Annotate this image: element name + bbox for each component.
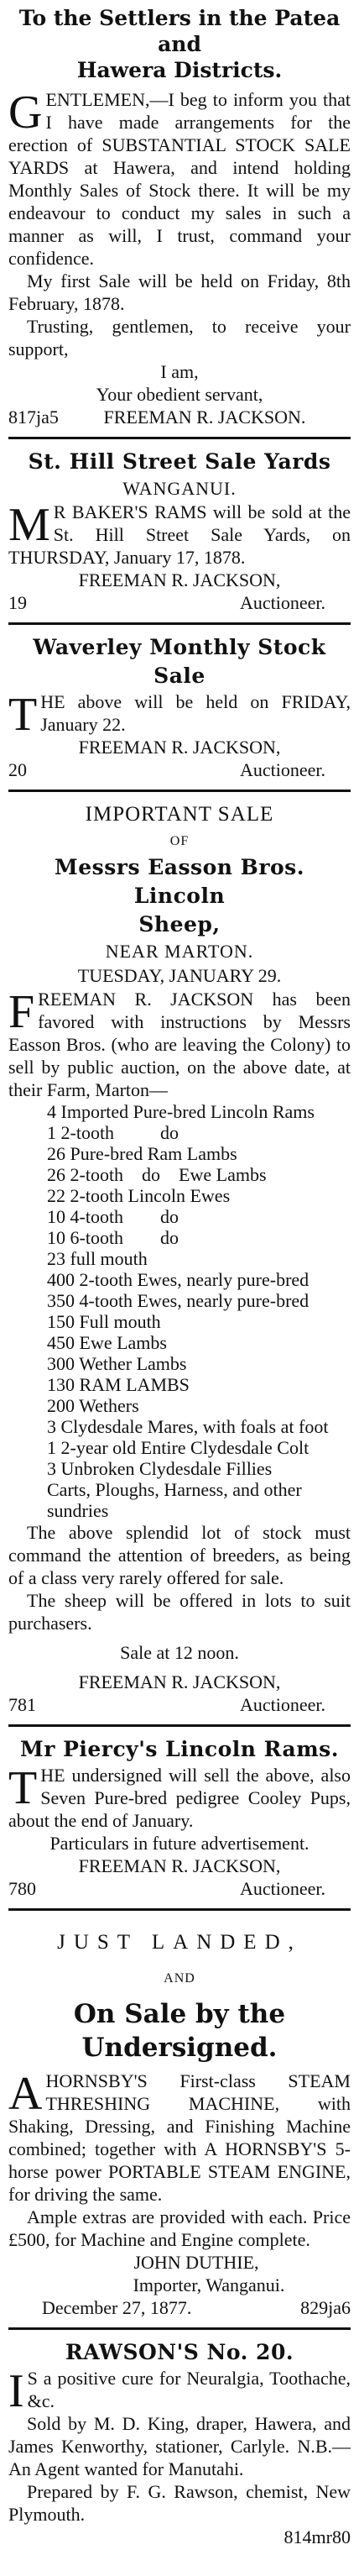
ad-st-hill-street-sale-yards [8,443,351,617]
list-item: Carts, Ploughs, Harness, and other sundries [47,1479,302,1521]
sale-time: Sale at 12 noon. [120,1642,239,1663]
list-item: 22 2-tooth Lincoln Ewes [47,1185,231,1206]
drop-cap: T [8,689,38,741]
ad-title: Waverley Monthly Stock Sale [33,635,326,688]
ad-body: HE above will be held on FRIDAY, January 22. [40,691,351,735]
ad-date: December 27, 1877. [42,2297,192,2318]
ad-title: Messrs Easson Bros. Lincoln [55,855,304,908]
ad-body: S a positive cure for Neuralgia, Toothache, &c. [27,2368,351,2411]
drop-cap: M [8,499,50,551]
ad-body: REEMAN R. JACKSON has been favored with instructions by Messrs Easson Bros. (who are leaving the Colony) to sell by public auction, on the above date, at their Farm, Marton— [8,989,351,1100]
divider [8,2327,351,2330]
auctioneer-label: Auctioneer. [239,1694,325,1715]
ad-body: My first Sale will be held on Friday, 8th February, 1878. [8,270,351,314]
ad-easson-bros-lincoln-sheep [8,795,351,1719]
ad-reference: 781 [8,1694,36,1715]
ad-headline: JUST LANDED, [57,1931,302,1954]
list-item: 1 2-tooth do [47,1122,180,1143]
ad-connector: AND [164,1971,195,1986]
sale-date: TUESDAY, JANUARY 29. [77,965,282,986]
ad-stock-sale-yards-hawera [8,0,351,432]
drop-cap: A [8,2068,43,2120]
drop-cap: T [8,1762,38,1814]
ad-body: R BAKER'S RAMS will be sold at the St. Hill Street Sale Yards, on THURSDAY, January 17, 1878. [8,501,351,568]
ad-title: Mr Piercy's Lincoln Rams. [20,1737,339,1761]
list-item: 300 Wether Lambs [47,1353,187,1374]
list-item: 450 Ewe Lambs [47,1332,167,1353]
ad-hornsby-threshing-machine [8,1914,351,2322]
ad-body: HE undersigned will sell the above, also Seven Pure-bred pedigree Cooley Pups, about the end of January. [8,1765,351,1831]
ad-title: Hawera Districts. [76,58,283,82]
ad-body: The sheep will be offered in lots to suit purchasers. [8,1590,351,1634]
signature: FREEMAN R. JACKSON, [78,737,281,758]
signature: FREEMAN R. JACKSON, [78,1671,281,1692]
list-item: 200 Wethers [47,1395,139,1416]
list-item: 10 4-tooth do [47,1206,180,1227]
signature: FREEMAN R. JACKSON, [78,569,281,590]
divider [8,790,351,792]
divider [8,1908,351,1911]
ad-body: Trusting, gentlemen, to receive your support, [8,316,351,359]
ad-waverley-stock-sale [8,628,351,784]
list-item: 400 2-tooth Ewes, nearly pure-bred [47,1269,310,1290]
drop-cap: F [8,986,35,1038]
ad-rawsons-no-20 [8,2333,351,2552]
ad-piercy-lincoln-rams [8,1730,351,1903]
ad-title: Sheep, [138,912,221,936]
ad-reference: 829ja6 [300,2297,351,2318]
ad-body: Prepared by F. G. Rawson, chemist, New Plymouth. [8,2481,351,2525]
signature: FREEMAN R. JACKSON. [103,407,306,428]
ad-reference: 20 [8,759,27,780]
signature: JOHN DUTHIE, [133,2252,259,2273]
list-item: 26 2-tooth do Ewe Lambs [47,1164,267,1185]
list-item: 4 Imported Pure-bred Lincoln Rams [47,1101,315,1122]
closing: I am, [160,361,199,382]
list-item: 26 Pure-bred Ram Lambs [47,1143,237,1164]
list-item: 10 6-tooth do [47,1227,180,1248]
ad-title: RAWSON'S No. 20. [65,2340,294,2364]
ad-body: The above splendid lot of stock must command the attention of breeders, as being of a class very rarely offered for sale. [8,1522,351,1588]
ad-title: St. Hill Street Sale Yards [28,449,331,474]
divider [8,1724,351,1727]
divider [8,622,351,625]
drop-cap: G [8,87,43,139]
ad-reference: 814mr80 [284,2526,351,2547]
list-item: 1 2-year old Entire Clydesdale Colt [47,1437,310,1458]
ad-body: Sold by M. D. King, draper, Hawera, and James Kenworthy, stationer, Carlyle. N.B.—An Agent wanted for Manutahi. [8,2413,351,2479]
auctioneer-label: Auctioneer. [239,1878,325,1899]
divider [8,437,351,439]
ad-body: ENTLEMEN,—I beg to inform you that I have made arrangements for the erection of SUBSTANTIAL STOCK SALE YARDS at Hawera, and intend holding Monthly Sales of Stock there. It will be my endeavour to conduct my sales in such a manner as will, I trust, command your confidence. [8,89,351,269]
list-item: 150 Full mouth [47,1311,161,1332]
ad-reference: 817ja5 [8,407,59,428]
list-item: 350 4-tooth Ewes, nearly pure-bred [47,1290,310,1311]
list-item: 23 full mouth [47,1248,148,1269]
ad-body: Ample extras are provided with each. Price £500, for Machine and Engine complete. [8,2206,351,2250]
signature-title: Importer, Wanganui. [133,2274,285,2295]
signature: FREEMAN R. JACKSON, [78,1855,281,1876]
list-item: 3 Unbroken Clydesdale Fillies [47,1458,273,1479]
ad-body: Particulars in future advertisement. [49,1833,310,1854]
ad-place: NEAR MARTON. [105,941,254,962]
closing: Your obedient servant, [96,384,263,405]
stock-list [8,1101,351,1521]
ad-reference: 19 [8,592,27,613]
ad-connector: OF [169,834,190,848]
list-item: 130 RAM LAMBS [47,1374,190,1395]
auctioneer-label: Auctioneer. [239,759,325,780]
list-item: 3 Clydesdale Mares, with foals at foot [47,1416,329,1437]
ad-title: On Sale by the Undersigned. [73,1999,286,2063]
ad-reference: 780 [8,1878,36,1899]
drop-cap: I [8,2365,24,2417]
ad-title: To the Settlers in the Patea and [18,6,341,56]
auctioneer-label: Auctioneer. [239,592,325,613]
ad-body: HORNSBY'S First-class STEAM THRESHING MACHINE, with Shaking, Dressing, and Finishing Machine combined; together with A HORNSBY'S 5-horse power PORTABLE STEAM ENGINE, for driving the same. [8,2070,351,2205]
ad-place: WANGANUI. [122,478,237,499]
ad-headline: IMPORTANT SALE [85,803,274,826]
